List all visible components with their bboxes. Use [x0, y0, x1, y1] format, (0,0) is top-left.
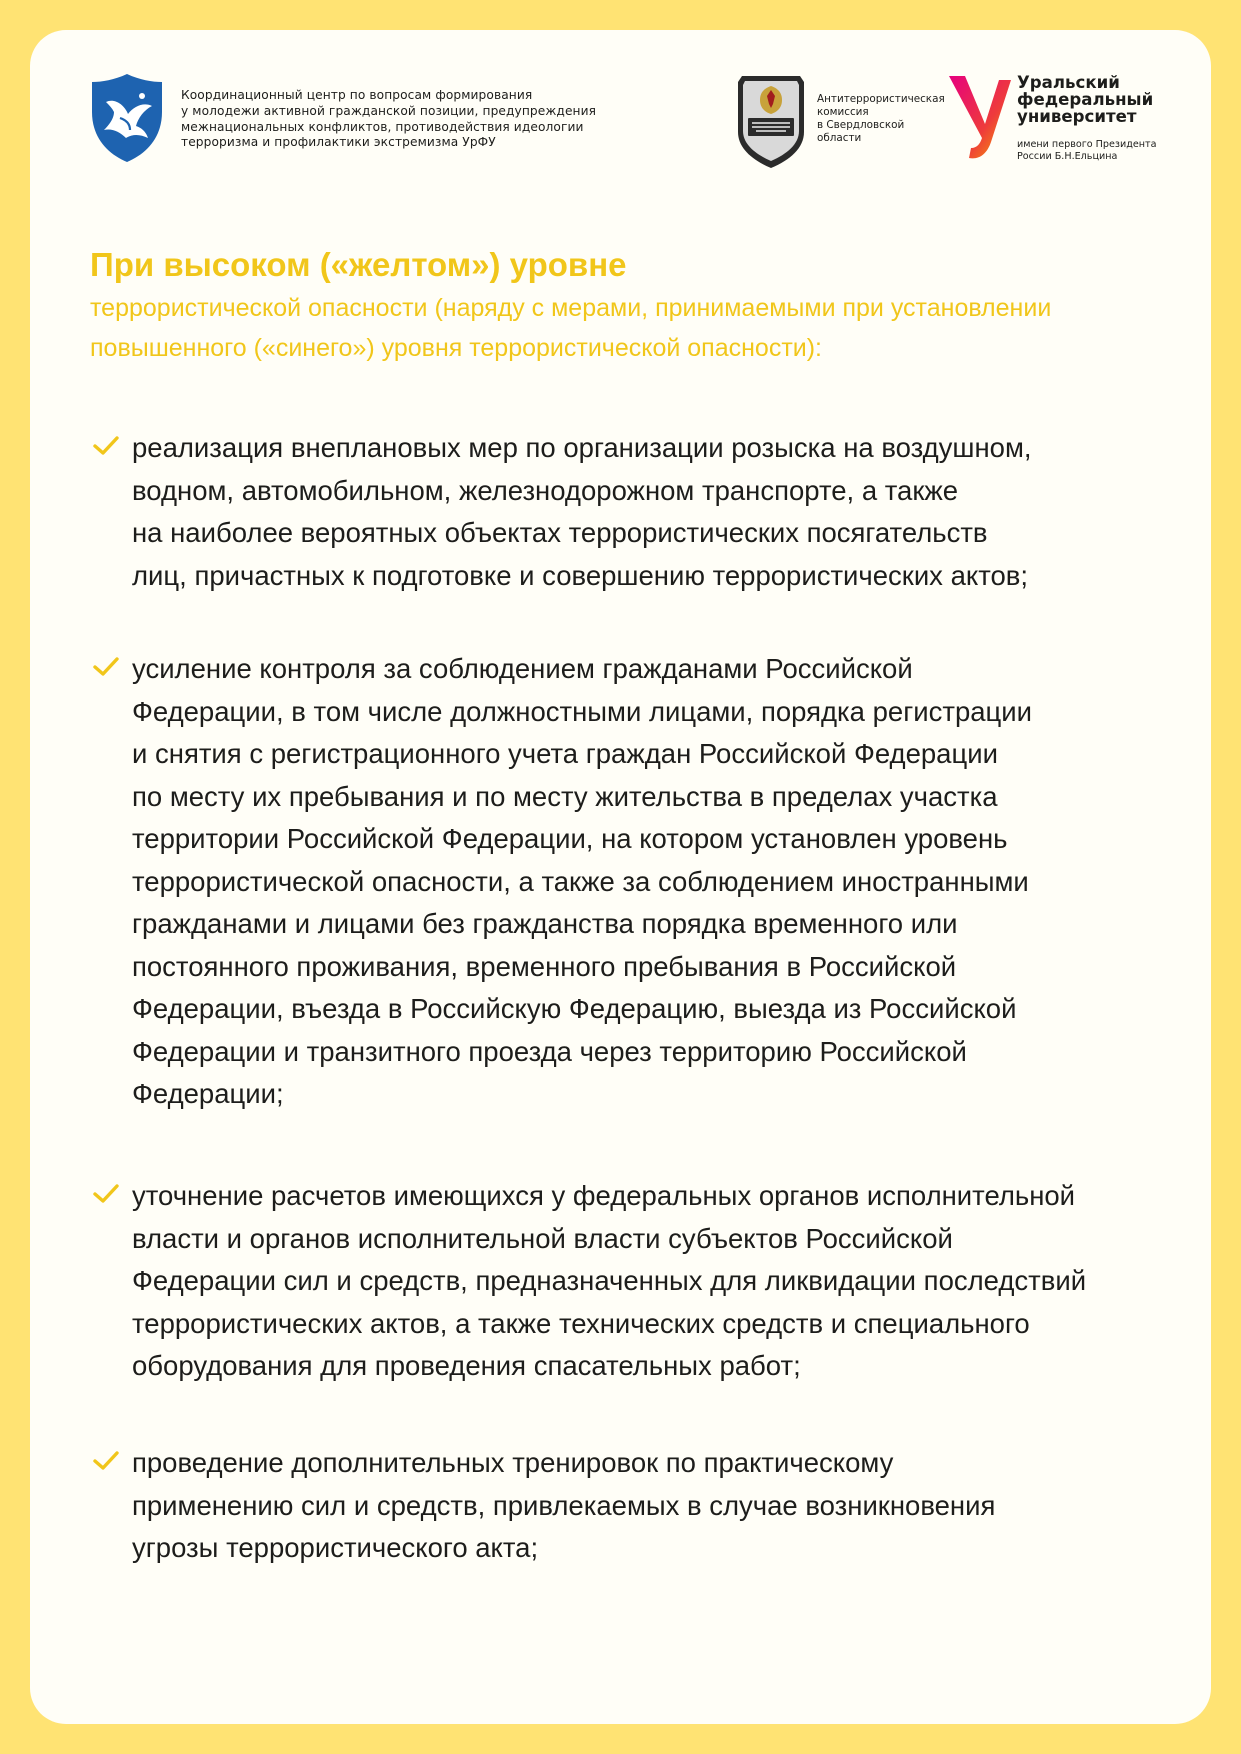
list-item-line: Федерации сил и средств, предназначенных для ликвидации последствий: [132, 1265, 1087, 1296]
header: [90, 70, 1160, 170]
list-item-text: [132, 648, 1162, 1116]
list-item-line: гражданами и лицами без гражданства порядка временного или: [132, 908, 958, 939]
list-item-line: лиц, причастных к подготовке и совершению террористических актов;: [132, 559, 1029, 591]
list-item-line: террористических актов, а также технических средств и специального: [132, 1307, 1030, 1339]
subtitle-line: повышенного («синего») уровня террористической опасности):: [90, 333, 823, 362]
page-subtitle: [90, 289, 1140, 368]
antiterror-commission-line: Антитеррористическая: [817, 93, 945, 105]
list-item-line: на наиболее вероятных объектах террористических посягательств: [132, 517, 988, 548]
check-icon: [92, 1450, 120, 1472]
list-item-text: [132, 1442, 1162, 1570]
list-item-line: усиление контроля за соблюдением гражданами Российской: [132, 653, 913, 684]
list-item-line: постоянного проживания, временного пребывания в Российской: [132, 950, 957, 982]
check-icon: [92, 656, 120, 678]
check-icon: [92, 435, 120, 457]
coordination-center-line: Координационный центр по вопросам формирования: [181, 88, 533, 102]
list-item-line: Федерации и транзитного проезда через территорию Российской: [132, 1035, 967, 1067]
urfu-name-line: Уральский: [1017, 73, 1120, 92]
antiterror-commission-line: комиссия: [817, 106, 869, 118]
list-item-line: уточнение расчетов имеющихся у федеральных органов исполнительной: [132, 1180, 1076, 1211]
list-item-line: Федерации, въезда в Российскую Федерацию, выезда из Российской: [132, 993, 1017, 1024]
list-item-line: водном, автомобильном, железнодорожном транспорте, а также: [132, 474, 959, 506]
list-item-line: применению сил и средств, привлекаемых в случае возникновения: [132, 1489, 996, 1521]
coordination-center-line: терроризма и профилактики экстремизма УрФУ: [181, 135, 496, 150]
list-item-line: по месту их пребывания и по месту жительства в пределах участка: [132, 780, 998, 812]
antiterror-commission-badge-icon: [732, 70, 810, 170]
coordination-center-line: у молодежи активной гражданской позиции, предупреждения: [181, 103, 597, 118]
urfu-subtitle: [1017, 139, 1167, 162]
subtitle-line: террористической опасности (наряду с мерами, принимаемыми при установлении: [90, 294, 1052, 322]
list-item-line: и снятия с регистрационного учета граждан Российской Федерации: [132, 738, 998, 769]
shield-dove-logo-icon: [90, 72, 164, 164]
coordination-center-line: межнациональных конфликтов, противодействия идеологии: [181, 119, 584, 134]
list-item-line: оборудования для проведения спасательных работ;: [132, 1350, 801, 1381]
urfu-logo-icon: [947, 72, 1017, 166]
coordination-center-text: [181, 88, 701, 151]
urfu-name-line: федеральный: [1017, 90, 1154, 110]
list-item-line: Федерации, в том числе должностными лицами, порядка регистрации: [132, 695, 1033, 727]
list-item-text: [132, 1175, 1162, 1388]
check-icon: [92, 1183, 120, 1205]
antiterror-commission-line: области: [817, 132, 862, 144]
list-item-line: власти и органов исполнительной власти субъектов Российской: [132, 1222, 953, 1254]
list-item-line: Федерации;: [132, 1078, 284, 1109]
list-item-line: проведение дополнительных тренировок по практическому: [132, 1447, 894, 1478]
urfu-name: [1017, 74, 1167, 126]
urfu-subtitle-line: России Б.Н.Ельцина: [1017, 150, 1118, 162]
antiterror-commission-text: [817, 93, 945, 145]
antiterror-commission-line: в Свердловской: [817, 119, 905, 131]
urfu-subtitle-line: имени первого Президента: [1017, 139, 1157, 150]
list-item-line: угрозы террористического акта;: [132, 1532, 539, 1563]
list-item-line: территории Российской Федерации, на котором установлен уровень: [132, 823, 1008, 854]
list-item-line: террористической опасности, а также за соблюдением иностранными: [132, 865, 1029, 897]
page-title: При высоком («желтом») уровне: [90, 246, 627, 283]
list-item-text: [132, 427, 1162, 597]
urfu-name-line: университет: [1017, 107, 1137, 127]
list-item-line: реализация внеплановых мер по организации розыска на воздушном,: [132, 432, 1032, 463]
